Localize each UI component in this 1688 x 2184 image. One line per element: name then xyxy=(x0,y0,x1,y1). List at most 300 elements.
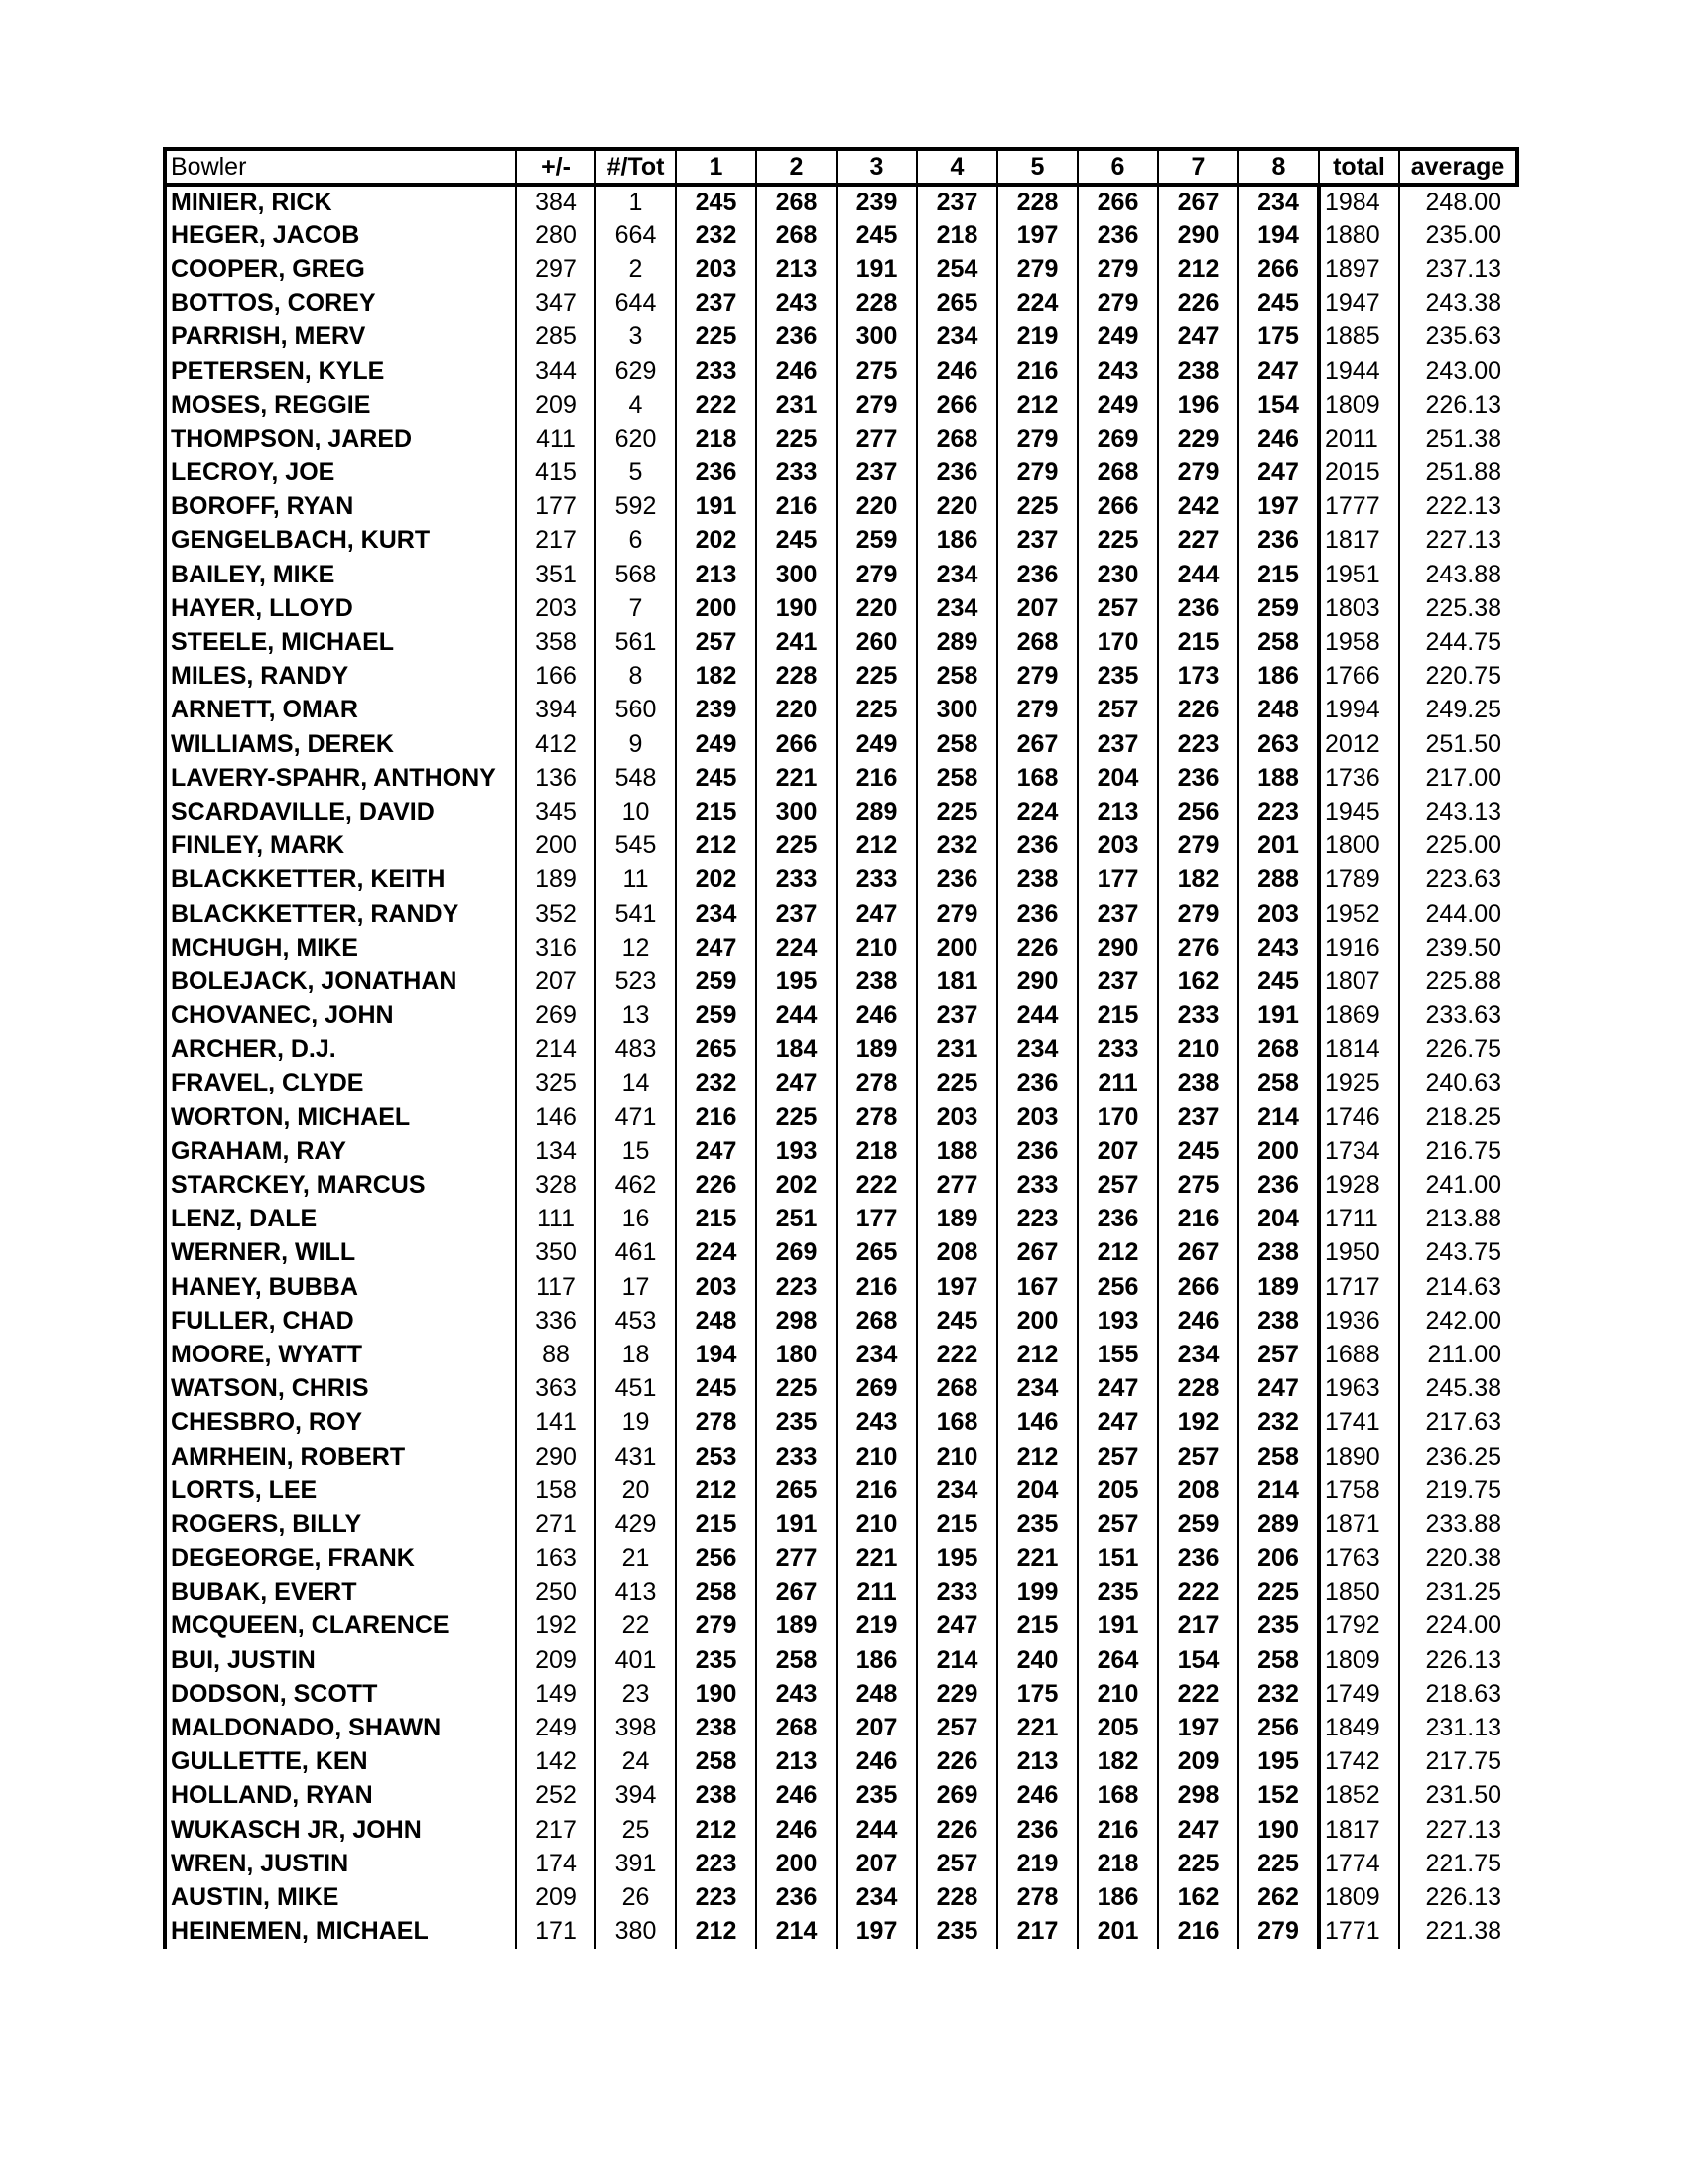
bowler-name-cell: WERNER, WILL xyxy=(165,1236,516,1270)
game-1-cell: 236 xyxy=(676,456,756,490)
game-6-cell: 257 xyxy=(1078,591,1158,625)
game-8-cell: 197 xyxy=(1238,490,1319,524)
game-2-cell: 216 xyxy=(756,490,837,524)
game-4-cell: 235 xyxy=(917,1915,997,1949)
game-3-cell: 259 xyxy=(837,524,917,558)
average-cell: 242.00 xyxy=(1425,1306,1501,1335)
table-row xyxy=(165,1406,1517,1440)
game-2-cell: 277 xyxy=(756,1542,837,1576)
game-1-cell: 278 xyxy=(676,1406,756,1440)
total-cell: 1809 xyxy=(1319,1643,1399,1677)
average-cell: 220.75 xyxy=(1425,662,1501,691)
game-7-cell: 216 xyxy=(1158,1203,1238,1236)
total-cell: 1766 xyxy=(1319,660,1399,694)
total-cell: 1952 xyxy=(1319,897,1399,931)
game-1-cell: 238 xyxy=(676,1711,756,1744)
bowler-name-cell: AUSTIN, MIKE xyxy=(165,1880,516,1914)
game-7-cell: 208 xyxy=(1158,1474,1238,1507)
game-4-cell: 168 xyxy=(917,1406,997,1440)
game-7-cell: 234 xyxy=(1158,1338,1238,1371)
average-cell: 251.38 xyxy=(1425,424,1501,452)
average-cell: 235.00 xyxy=(1425,220,1501,249)
tot-cell: 3 xyxy=(595,321,676,354)
game-3-cell: 279 xyxy=(837,558,917,591)
total-cell: 1807 xyxy=(1319,964,1399,998)
game-1-cell: 238 xyxy=(676,1779,756,1813)
total-cell: 1742 xyxy=(1319,1745,1399,1779)
game-1-cell: 218 xyxy=(676,422,756,455)
header-game-5: 5 xyxy=(997,149,1078,185)
tot-cell: 1 xyxy=(595,185,676,218)
average-cell: 233.88 xyxy=(1425,1509,1501,1538)
game-3-cell: 269 xyxy=(837,1372,917,1406)
game-8-cell: 204 xyxy=(1238,1203,1319,1236)
table-row xyxy=(165,1847,1517,1880)
average-cell: 244.75 xyxy=(1425,628,1501,657)
plus-minus-cell: 111 xyxy=(516,1203,595,1236)
game-5-cell: 204 xyxy=(997,1474,1078,1507)
table-row xyxy=(165,185,1517,218)
table-row xyxy=(165,1609,1517,1643)
game-4-cell: 269 xyxy=(917,1779,997,1813)
game-6-cell: 213 xyxy=(1078,795,1158,829)
table-row xyxy=(165,456,1517,490)
game-2-cell: 243 xyxy=(756,1677,837,1711)
game-2-cell: 300 xyxy=(756,795,837,829)
game-5-cell: 168 xyxy=(997,761,1078,795)
game-4-cell: 215 xyxy=(917,1507,997,1541)
tot-cell: 592 xyxy=(595,490,676,524)
header-row xyxy=(165,149,1517,185)
bowler-name-cell: DEGEORGE, FRANK xyxy=(165,1542,516,1576)
total-cell: 1936 xyxy=(1319,1304,1399,1338)
game-8-cell: 236 xyxy=(1238,524,1319,558)
bowler-name-cell: ARNETT, OMAR xyxy=(165,694,516,727)
header-game-6: 6 xyxy=(1078,149,1158,185)
game-6-cell: 249 xyxy=(1078,388,1158,422)
total-cell: 1814 xyxy=(1319,1033,1399,1067)
game-6-cell: 170 xyxy=(1078,625,1158,659)
average-cell: 240.63 xyxy=(1425,1069,1501,1097)
tot-cell: 462 xyxy=(595,1168,676,1202)
game-5-cell: 279 xyxy=(997,456,1078,490)
game-7-cell: 267 xyxy=(1158,185,1238,218)
game-7-cell: 256 xyxy=(1158,795,1238,829)
game-5-cell: 236 xyxy=(997,830,1078,863)
average-cell: 218.63 xyxy=(1425,1679,1501,1708)
game-1-cell: 239 xyxy=(676,694,756,727)
game-6-cell: 193 xyxy=(1078,1304,1158,1338)
game-3-cell: 300 xyxy=(837,321,917,354)
average-cell: 251.88 xyxy=(1425,458,1501,487)
tot-cell: 453 xyxy=(595,1304,676,1338)
game-1-cell: 253 xyxy=(676,1440,756,1474)
game-2-cell: 268 xyxy=(756,218,837,252)
game-5-cell: 267 xyxy=(997,1236,1078,1270)
bowler-name-cell: HEINEMEN, MICHAEL xyxy=(165,1915,516,1949)
total-cell: 1885 xyxy=(1319,321,1399,354)
plus-minus-cell: 117 xyxy=(516,1270,595,1304)
total-cell: 1869 xyxy=(1319,999,1399,1033)
game-6-cell: 237 xyxy=(1078,897,1158,931)
game-2-cell: 246 xyxy=(756,1813,837,1847)
table-row xyxy=(165,591,1517,625)
tot-cell: 629 xyxy=(595,354,676,388)
table-row xyxy=(165,830,1517,863)
tot-cell: 431 xyxy=(595,1440,676,1474)
game-1-cell: 212 xyxy=(676,1813,756,1847)
game-4-cell: 236 xyxy=(917,863,997,897)
average-cell: 235.63 xyxy=(1425,322,1501,351)
game-6-cell: 151 xyxy=(1078,1542,1158,1576)
game-7-cell: 259 xyxy=(1158,1507,1238,1541)
game-4-cell: 226 xyxy=(917,1745,997,1779)
game-5-cell: 279 xyxy=(997,694,1078,727)
game-6-cell: 211 xyxy=(1078,1067,1158,1100)
game-1-cell: 249 xyxy=(676,727,756,761)
header-game-2: 2 xyxy=(756,149,837,185)
game-8-cell: 214 xyxy=(1238,1474,1319,1507)
average-cell: 216.75 xyxy=(1425,1136,1501,1165)
bowler-name-cell: SCARDAVILLE, DAVID xyxy=(165,795,516,829)
average-cell: 243.75 xyxy=(1425,1238,1501,1267)
game-1-cell: 215 xyxy=(676,1203,756,1236)
game-2-cell: 246 xyxy=(756,1779,837,1813)
table-row xyxy=(165,1677,1517,1711)
game-4-cell: 258 xyxy=(917,761,997,795)
game-2-cell: 236 xyxy=(756,1880,837,1914)
average-cell: 231.50 xyxy=(1425,1781,1501,1810)
game-6-cell: 266 xyxy=(1078,490,1158,524)
game-5-cell: 244 xyxy=(997,999,1078,1033)
tot-cell: 541 xyxy=(595,897,676,931)
table-body xyxy=(165,185,1517,1949)
plus-minus-cell: 394 xyxy=(516,694,595,727)
game-8-cell: 223 xyxy=(1238,795,1319,829)
tot-cell: 9 xyxy=(595,727,676,761)
table-row xyxy=(165,694,1517,727)
table-row xyxy=(165,761,1517,795)
game-3-cell: 260 xyxy=(837,625,917,659)
tot-cell: 16 xyxy=(595,1203,676,1236)
bowler-name-cell: GRAHAM, RAY xyxy=(165,1134,516,1168)
total-cell: 1817 xyxy=(1319,1813,1399,1847)
tot-cell: 20 xyxy=(595,1474,676,1507)
game-2-cell: 233 xyxy=(756,456,837,490)
total-cell: 1803 xyxy=(1319,591,1399,625)
table-row xyxy=(165,1813,1517,1847)
game-6-cell: 236 xyxy=(1078,218,1158,252)
bowler-name-cell: WATSON, CHRIS xyxy=(165,1372,516,1406)
average-cell: 217.00 xyxy=(1425,763,1501,792)
total-cell: 2012 xyxy=(1319,727,1399,761)
game-6-cell: 168 xyxy=(1078,1779,1158,1813)
game-1-cell: 223 xyxy=(676,1880,756,1914)
game-8-cell: 191 xyxy=(1238,999,1319,1033)
game-3-cell: 243 xyxy=(837,1406,917,1440)
bowler-name-cell: CHOVANEC, JOHN xyxy=(165,999,516,1033)
game-8-cell: 248 xyxy=(1238,694,1319,727)
table-row xyxy=(165,321,1517,354)
game-2-cell: 265 xyxy=(756,1474,837,1507)
table-row xyxy=(165,897,1517,931)
game-8-cell: 266 xyxy=(1238,252,1319,286)
game-6-cell: 257 xyxy=(1078,694,1158,727)
tot-cell: 471 xyxy=(595,1100,676,1134)
table-row xyxy=(165,727,1517,761)
game-3-cell: 216 xyxy=(837,761,917,795)
game-4-cell: 189 xyxy=(917,1203,997,1236)
game-2-cell: 247 xyxy=(756,1067,837,1100)
game-2-cell: 243 xyxy=(756,287,837,321)
tot-cell: 10 xyxy=(595,795,676,829)
game-1-cell: 232 xyxy=(676,1067,756,1100)
game-7-cell: 290 xyxy=(1158,218,1238,252)
game-4-cell: 245 xyxy=(917,1304,997,1338)
game-6-cell: 247 xyxy=(1078,1372,1158,1406)
game-6-cell: 236 xyxy=(1078,1203,1158,1236)
tot-cell: 545 xyxy=(595,830,676,863)
game-3-cell: 277 xyxy=(837,422,917,455)
plus-minus-cell: 209 xyxy=(516,1880,595,1914)
game-8-cell: 257 xyxy=(1238,1338,1319,1371)
game-7-cell: 217 xyxy=(1158,1609,1238,1643)
game-3-cell: 279 xyxy=(837,388,917,422)
game-5-cell: 146 xyxy=(997,1406,1078,1440)
game-3-cell: 244 xyxy=(837,1813,917,1847)
header-game-3: 3 xyxy=(837,149,917,185)
game-2-cell: 233 xyxy=(756,1440,837,1474)
game-7-cell: 154 xyxy=(1158,1643,1238,1677)
tot-cell: 2 xyxy=(595,252,676,286)
total-cell: 1817 xyxy=(1319,524,1399,558)
game-8-cell: 258 xyxy=(1238,625,1319,659)
game-2-cell: 267 xyxy=(756,1576,837,1609)
game-5-cell: 226 xyxy=(997,931,1078,964)
game-3-cell: 177 xyxy=(837,1203,917,1236)
average-cell: 221.75 xyxy=(1425,1849,1501,1877)
game-2-cell: 268 xyxy=(756,1711,837,1744)
plus-minus-cell: 217 xyxy=(516,1813,595,1847)
game-1-cell: 182 xyxy=(676,660,756,694)
game-6-cell: 256 xyxy=(1078,1270,1158,1304)
game-3-cell: 218 xyxy=(837,1134,917,1168)
game-4-cell: 234 xyxy=(917,558,997,591)
game-1-cell: 258 xyxy=(676,1576,756,1609)
game-5-cell: 233 xyxy=(997,1168,1078,1202)
game-3-cell: 216 xyxy=(837,1270,917,1304)
game-3-cell: 237 xyxy=(837,456,917,490)
average-cell: 241.00 xyxy=(1425,1171,1501,1200)
game-5-cell: 278 xyxy=(997,1880,1078,1914)
game-2-cell: 269 xyxy=(756,1236,837,1270)
bowler-name-cell: MOORE, WYATT xyxy=(165,1338,516,1371)
plus-minus-cell: 412 xyxy=(516,727,595,761)
game-5-cell: 228 xyxy=(997,185,1078,218)
total-cell: 1774 xyxy=(1319,1847,1399,1880)
total-cell: 1951 xyxy=(1319,558,1399,591)
game-5-cell: 207 xyxy=(997,591,1078,625)
table-row xyxy=(165,1270,1517,1304)
game-5-cell: 213 xyxy=(997,1745,1078,1779)
game-5-cell: 219 xyxy=(997,321,1078,354)
game-5-cell: 290 xyxy=(997,964,1078,998)
total-cell: 1746 xyxy=(1319,1100,1399,1134)
plus-minus-cell: 280 xyxy=(516,218,595,252)
average-cell: 211.00 xyxy=(1427,1340,1501,1368)
average-cell: 225.00 xyxy=(1425,832,1501,860)
game-1-cell: 237 xyxy=(676,287,756,321)
game-2-cell: 191 xyxy=(756,1507,837,1541)
total-cell: 1741 xyxy=(1319,1406,1399,1440)
game-6-cell: 235 xyxy=(1078,1576,1158,1609)
header-plus-minus: +/- xyxy=(516,149,595,185)
game-5-cell: 224 xyxy=(997,287,1078,321)
game-8-cell: 206 xyxy=(1238,1542,1319,1576)
total-cell: 1947 xyxy=(1319,287,1399,321)
total-cell: 1944 xyxy=(1319,354,1399,388)
total-cell: 1880 xyxy=(1319,218,1399,252)
game-4-cell: 258 xyxy=(917,660,997,694)
header-game-7: 7 xyxy=(1158,149,1238,185)
header-game-4: 4 xyxy=(917,149,997,185)
game-8-cell: 154 xyxy=(1238,388,1319,422)
game-8-cell: 186 xyxy=(1238,660,1319,694)
average-cell: 231.13 xyxy=(1425,1714,1501,1742)
game-4-cell: 229 xyxy=(917,1677,997,1711)
bowler-name-cell: MOSES, REGGIE xyxy=(165,388,516,422)
plus-minus-cell: 209 xyxy=(516,1643,595,1677)
game-5-cell: 223 xyxy=(997,1203,1078,1236)
bowler-name-cell: BLACKKETTER, RANDY xyxy=(165,897,516,931)
game-3-cell: 189 xyxy=(837,1033,917,1067)
total-cell: 1688 xyxy=(1319,1338,1399,1371)
game-5-cell: 225 xyxy=(997,490,1078,524)
plus-minus-cell: 189 xyxy=(516,863,595,897)
game-8-cell: 175 xyxy=(1238,321,1319,354)
game-3-cell: 278 xyxy=(837,1067,917,1100)
tot-cell: 25 xyxy=(595,1813,676,1847)
game-4-cell: 234 xyxy=(917,1474,997,1507)
table-row xyxy=(165,1745,1517,1779)
game-5-cell: 216 xyxy=(997,354,1078,388)
plus-minus-cell: 207 xyxy=(516,964,595,998)
tot-cell: 8 xyxy=(595,660,676,694)
tot-cell: 664 xyxy=(595,218,676,252)
plus-minus-cell: 166 xyxy=(516,660,595,694)
table-row xyxy=(165,1643,1517,1677)
bowler-name-cell: WUKASCH JR, JOHN xyxy=(165,1813,516,1847)
bowler-name-cell: BOROFF, RYAN xyxy=(165,490,516,524)
game-1-cell: 200 xyxy=(676,591,756,625)
game-4-cell: 257 xyxy=(917,1711,997,1744)
tot-cell: 380 xyxy=(595,1915,676,1949)
game-7-cell: 247 xyxy=(1158,1813,1238,1847)
game-2-cell: 241 xyxy=(756,625,837,659)
table-row xyxy=(165,863,1517,897)
game-2-cell: 200 xyxy=(756,1847,837,1880)
plus-minus-cell: 290 xyxy=(516,1440,595,1474)
plus-minus-cell: 203 xyxy=(516,591,595,625)
average-cell: 217.63 xyxy=(1425,1408,1501,1437)
game-3-cell: 233 xyxy=(837,863,917,897)
game-7-cell: 242 xyxy=(1158,490,1238,524)
plus-minus-cell: 336 xyxy=(516,1304,595,1338)
game-6-cell: 235 xyxy=(1078,660,1158,694)
bowler-name-cell: DODSON, SCOTT xyxy=(165,1677,516,1711)
table-row xyxy=(165,1338,1517,1371)
game-4-cell: 195 xyxy=(917,1542,997,1576)
game-5-cell: 167 xyxy=(997,1270,1078,1304)
game-4-cell: 277 xyxy=(917,1168,997,1202)
game-2-cell: 266 xyxy=(756,727,837,761)
total-cell: 2015 xyxy=(1319,456,1399,490)
game-6-cell: 268 xyxy=(1078,456,1158,490)
game-2-cell: 244 xyxy=(756,999,837,1033)
bowler-name-cell: COOPER, GREG xyxy=(165,252,516,286)
header-game-8: 8 xyxy=(1238,149,1319,185)
game-8-cell: 289 xyxy=(1238,1507,1319,1541)
game-2-cell: 300 xyxy=(756,558,837,591)
total-cell: 1758 xyxy=(1319,1474,1399,1507)
game-7-cell: 237 xyxy=(1158,1100,1238,1134)
game-5-cell: 217 xyxy=(997,1915,1078,1949)
game-1-cell: 213 xyxy=(676,558,756,591)
average-cell: 225.38 xyxy=(1425,593,1501,622)
average-cell: 236.25 xyxy=(1425,1442,1501,1471)
table-row xyxy=(165,1168,1517,1202)
bowler-name-cell: STARCKEY, MARCUS xyxy=(165,1168,516,1202)
game-4-cell: 268 xyxy=(917,422,997,455)
table-row xyxy=(165,1304,1517,1338)
game-7-cell: 247 xyxy=(1158,321,1238,354)
game-8-cell: 214 xyxy=(1238,1100,1319,1134)
bowler-name-cell: AMRHEIN, ROBERT xyxy=(165,1440,516,1474)
game-7-cell: 244 xyxy=(1158,558,1238,591)
game-6-cell: 177 xyxy=(1078,863,1158,897)
table-row xyxy=(165,795,1517,829)
game-1-cell: 245 xyxy=(676,185,756,218)
bowler-name-cell: BLACKKETTER, KEITH xyxy=(165,863,516,897)
game-5-cell: 212 xyxy=(997,1440,1078,1474)
tot-cell: 14 xyxy=(595,1067,676,1100)
game-5-cell: 212 xyxy=(997,388,1078,422)
bowler-name-cell: MCHUGH, MIKE xyxy=(165,931,516,964)
game-4-cell: 265 xyxy=(917,287,997,321)
game-3-cell: 289 xyxy=(837,795,917,829)
game-1-cell: 216 xyxy=(676,1100,756,1134)
game-8-cell: 258 xyxy=(1238,1643,1319,1677)
game-1-cell: 202 xyxy=(676,863,756,897)
game-4-cell: 197 xyxy=(917,1270,997,1304)
bowler-name-cell: WORTON, MICHAEL xyxy=(165,1100,516,1134)
game-6-cell: 249 xyxy=(1078,321,1158,354)
total-cell: 1789 xyxy=(1319,863,1399,897)
game-6-cell: 170 xyxy=(1078,1100,1158,1134)
game-5-cell: 238 xyxy=(997,863,1078,897)
total-cell: 1890 xyxy=(1319,1440,1399,1474)
bowler-name-cell: LENZ, DALE xyxy=(165,1203,516,1236)
plus-minus-cell: 269 xyxy=(516,999,595,1033)
tot-cell: 21 xyxy=(595,1542,676,1576)
game-3-cell: 186 xyxy=(837,1643,917,1677)
game-4-cell: 220 xyxy=(917,490,997,524)
game-6-cell: 233 xyxy=(1078,1033,1158,1067)
game-6-cell: 215 xyxy=(1078,999,1158,1033)
average-cell: 218.25 xyxy=(1425,1102,1501,1131)
table-row xyxy=(165,422,1517,455)
game-7-cell: 236 xyxy=(1158,1542,1238,1576)
